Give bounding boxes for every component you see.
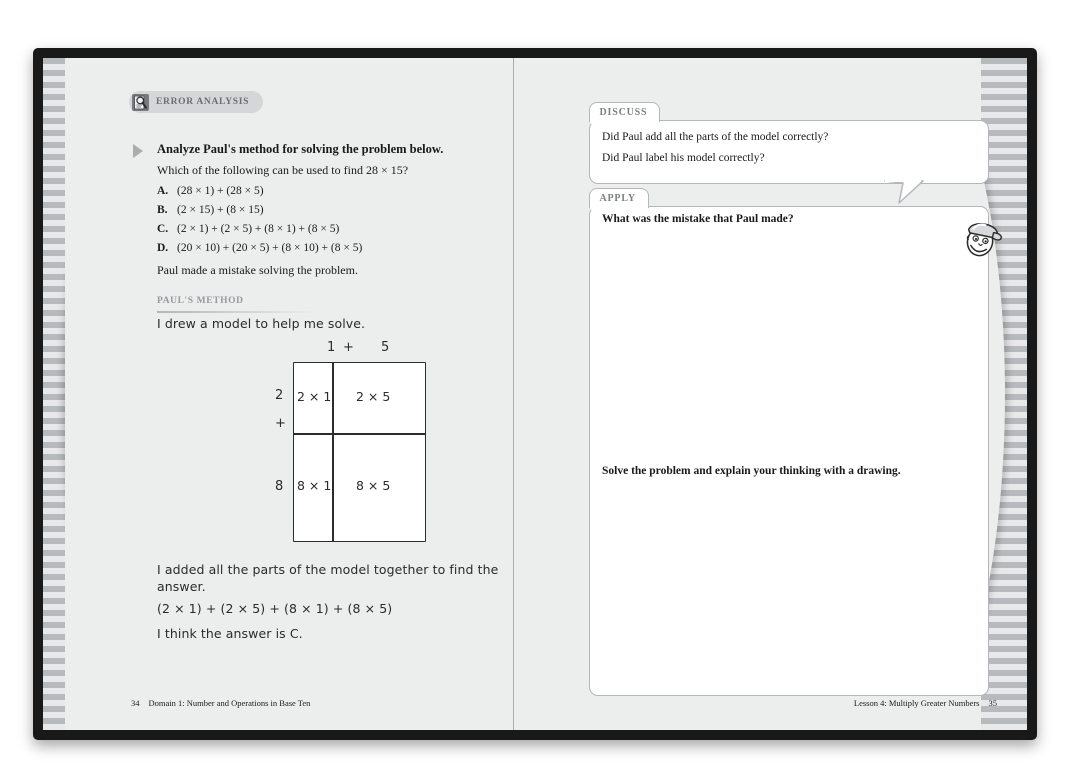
- choice-text: (2 × 15) + (8 × 15): [177, 204, 264, 216]
- model-cell: 8 × 1: [297, 478, 332, 493]
- model-vertical-divider: [332, 363, 334, 541]
- answer-choice[interactable]: [157, 220, 517, 239]
- error-analysis-badge: [129, 91, 263, 113]
- answer-choice[interactable]: [157, 182, 517, 201]
- discuss-callout: [589, 107, 989, 184]
- answer-choice[interactable]: [157, 201, 517, 220]
- center-gutter-line: [513, 58, 514, 730]
- choice-letter: D.: [157, 242, 169, 254]
- question-text: Which of the following can be used to find 28 × 15?: [157, 163, 409, 177]
- model-cell: 2 × 5: [356, 389, 391, 404]
- model-row-label-2: 8: [275, 479, 284, 494]
- left-page: [65, 58, 515, 730]
- mistake-note: Paul made a mistake solving the problem.: [157, 263, 358, 277]
- apply-prompt-1: What was the mistake that Paul made?: [602, 213, 794, 225]
- error-analysis-badge-label: ERROR ANALYSIS: [156, 97, 250, 107]
- answer-choice-list: [157, 182, 517, 258]
- pauls-method-heading: [157, 290, 327, 313]
- heading-rule: [157, 311, 317, 313]
- answer-choice[interactable]: [157, 239, 517, 258]
- model-column-label-1: 1: [327, 340, 336, 355]
- right-page: [521, 58, 981, 730]
- pauls-method-label: PAUL'S METHOD: [157, 296, 244, 306]
- left-page-number: 34: [131, 698, 140, 708]
- right-page-number: 35: [988, 698, 997, 708]
- student-line-3: (2 × 1) + (2 × 5) + (8 × 1) + (8 × 5): [157, 601, 393, 616]
- model-cell: 2 × 1: [297, 389, 332, 404]
- choice-letter: A.: [157, 185, 169, 197]
- left-footer-text: Domain 1: Number and Operations in Base Ten: [148, 698, 311, 708]
- choice-letter: B.: [157, 204, 168, 216]
- apply-callout[interactable]: [589, 193, 989, 696]
- choice-text: (2 × 1) + (2 × 5) + (8 × 1) + (8 × 5): [177, 223, 340, 235]
- right-footer-text: Lesson 4: Multiply Greater Numbers: [853, 698, 980, 708]
- boy-with-cap-face-icon: [959, 215, 1005, 261]
- discuss-question: Did Paul add all the parts of the model correctly?: [602, 131, 829, 143]
- discuss-tab: [589, 102, 661, 122]
- magnifier-document-icon: [132, 94, 149, 111]
- model-column-plus: +: [343, 340, 354, 355]
- model-row-label-1: 2: [275, 388, 284, 403]
- right-page-footer: [854, 698, 997, 708]
- discuss-question: Did Paul label his model correctly?: [602, 152, 765, 164]
- apply-prompt-2: Solve the problem and explain your thinking with a drawing.: [602, 465, 901, 477]
- triangle-bullet-icon: [133, 144, 143, 158]
- book-spread: [43, 58, 1027, 730]
- choice-letter: C.: [157, 223, 169, 235]
- student-line-1: I drew a model to help me solve.: [157, 316, 366, 331]
- lead-instruction: Analyze Paul's method for solving the problem below.: [157, 142, 444, 156]
- speech-bubble-tail: [885, 181, 925, 205]
- choice-text: (28 × 1) + (28 × 5): [177, 185, 264, 197]
- model-grid: [293, 362, 426, 542]
- left-page-footer: [131, 698, 310, 708]
- model-row-plus: +: [275, 416, 286, 431]
- apply-tab-label: APPLY: [599, 193, 636, 204]
- discuss-tab-label: DISCUSS: [599, 107, 648, 118]
- area-model-diagram: [261, 340, 481, 550]
- model-horizontal-divider: [294, 433, 425, 435]
- student-line-4: I think the answer is C.: [157, 626, 303, 641]
- choice-text: (20 × 10) + (20 × 5) + (8 × 10) + (8 × 5): [177, 242, 363, 254]
- book-cover: [33, 48, 1037, 740]
- student-line-2: I added all the parts of the model together to find the answer.: [157, 562, 499, 594]
- model-column-label-2: 5: [381, 340, 390, 355]
- model-cell: 8 × 5: [356, 478, 391, 493]
- apply-tab: [589, 188, 649, 208]
